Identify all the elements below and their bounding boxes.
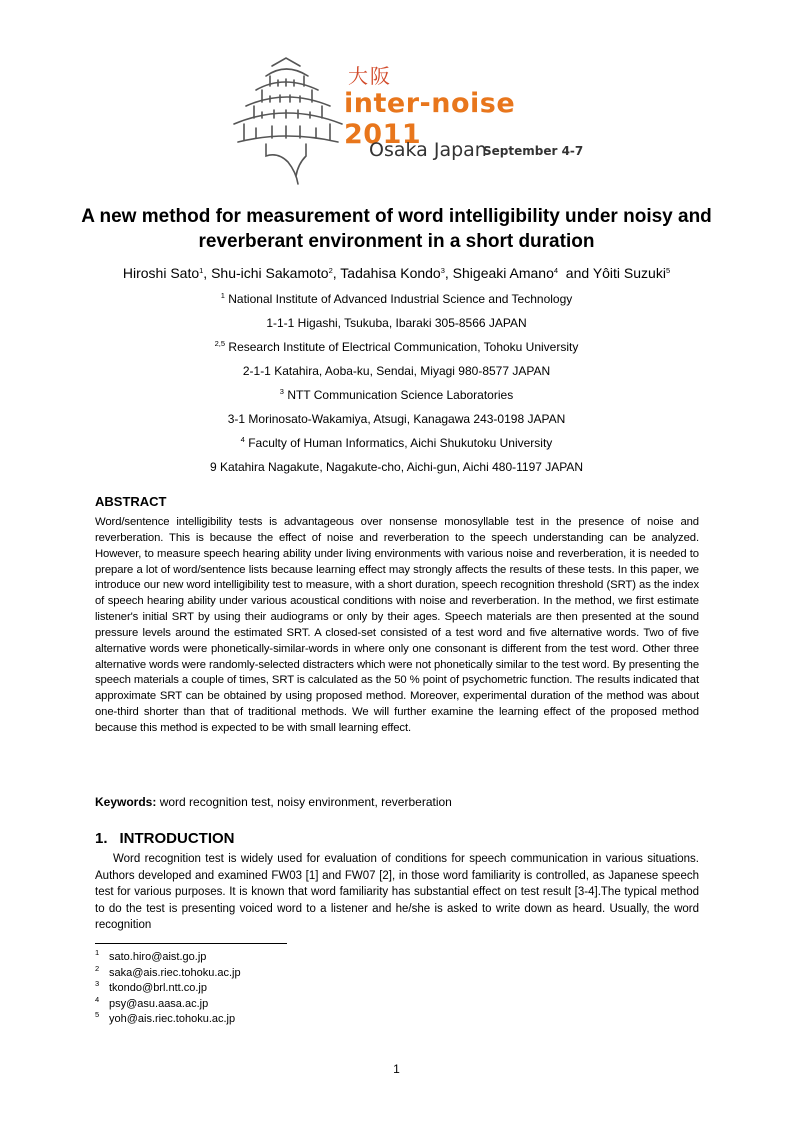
conference-name: inter-noise 2011 [344,88,516,150]
footnote-divider [95,943,287,944]
author-list [60,265,733,281]
affiliation-line: $^1$ National Institute of Advanced Industrial Science and Technology [220,291,573,306]
keywords-label: Keywords: [95,795,157,809]
affiliation-line: 3-1 Morinosato-Wakamiya, Atsugi, Kanagawa 243-0198 JAPAN [227,412,566,426]
author: Shu-ichi Sakamoto$^2$, [211,265,341,281]
section-body: Word recognition test is widely used for evaluation of conditions for speech communication in various situations. Authors developed and examined FW03 [1] and FW07 [2], in those word familiarity is controlled, as Japanese speech test for various purposes. It is known that word familiarity has substantial effect on test result [3-4].The typical method to do the test is presenting voiced word to a listener and he/she is asked to write down as heard. Usually, the word recognition [95,853,699,931]
conference-city: Osaka Japan [369,139,487,161]
footnotes [95,950,241,1028]
keywords-text: word recognition test, noisy environment, reverberation [156,795,452,809]
conference-dates: September 4-7 [483,144,584,158]
author: Shigeaki Amano$^4$ and [452,265,593,281]
affiliation-line: $^4$ Faculty of Human Informatics, Aichi Shukutoku University [240,435,553,450]
affiliation-line: 2-1-1 Katahira, Aoba-ku, Sendai, Miyagi 980-8577 JAPAN [242,364,551,378]
paper-title: A new method for measurement of word intelligibility under noisy and reverberant environment in a short duration [81,206,712,252]
affiliation-line: $^{2,5}$ Research Institute of Electrical Communication, Tohoku University [214,339,579,354]
keywords [95,795,452,809]
affiliation-line: 9 Katahira Nagakute, Nagakute-cho, Aichi-gun, Aichi 480-1197 JAPAN [209,460,584,474]
page-number: 1 [393,1062,400,1076]
footnote: $^5$ yoh@ais.riec.tohoku.ac.jp [95,1010,236,1025]
affiliation-line: $^3$ NTT Communication Science Laboratories [279,387,514,402]
affiliation-line: 1-1-1 Higashi, Tsukuba, Ibaraki 305-8566 JAPAN [266,316,527,330]
author: Yôiti Suzuki$^5$ [592,265,671,281]
footnote: $^1$ sato.hiro@aist.go.jp [95,948,207,963]
author: Tadahisa Kondo$^3$, [340,265,453,281]
author: Hiroshi Sato$^1$, [122,265,212,281]
section-heading: 1. INTRODUCTION [95,830,235,847]
abstract-heading: ABSTRACT [95,494,167,509]
logo-kanji: 大阪 [348,64,392,88]
footnote: $^3$ tkondo@brl.ntt.co.jp [95,979,207,994]
abstract-body: Word/sentence intelligibility tests is advantageous over nonsense monosyllable test in the presence of noise and reverberation. This is because the effect of noise and reverberation to the speech understanding can be analyzed. However, to measure speech hearing ability under living environments with various noise and reverberation, it is needed to prepare a lot of word/sentence lists because learning effect may strongly affects the results of these tests. In this paper, we introduce our new word intelligibility test to measure, with a short duration, speech recognition threshold (SRT) as the index of speech hearing ability under various acoustical conditions with noise and reverberation. In the method, we first estimate listener's initial SRT by using their audiograms or only by their ages. Speech materials are then presented at the sound pressure levels around the estimated SRT. A closed-set consisted of a test word and five alternative words. Two of five alternative words were phonetically-similar-words in where only one consonant is different from the test word. Other three alternative words were randomly-selected distracters which were not phonetically similar to the test word. By presenting the speech materials a couple of times, SRT is calculated as the 50 % point of psychometric function. The results indicated that approximate SRT can be obtained by using proposed method. Moreover, experimental duration of the method was about one-third shorter than that of traditional methods. We will further examine the learning effect of the proposed method because this method is expected to be with small learning effect. [95,516,699,734]
conference-logo [226,52,586,192]
footnote: $^4$ psy@asu.aasa.ac.jp [95,994,209,1010]
osaka-castle-icon [226,52,346,190]
footnote: $^2$ saka@ais.riec.tohoku.ac.jp [95,963,241,979]
